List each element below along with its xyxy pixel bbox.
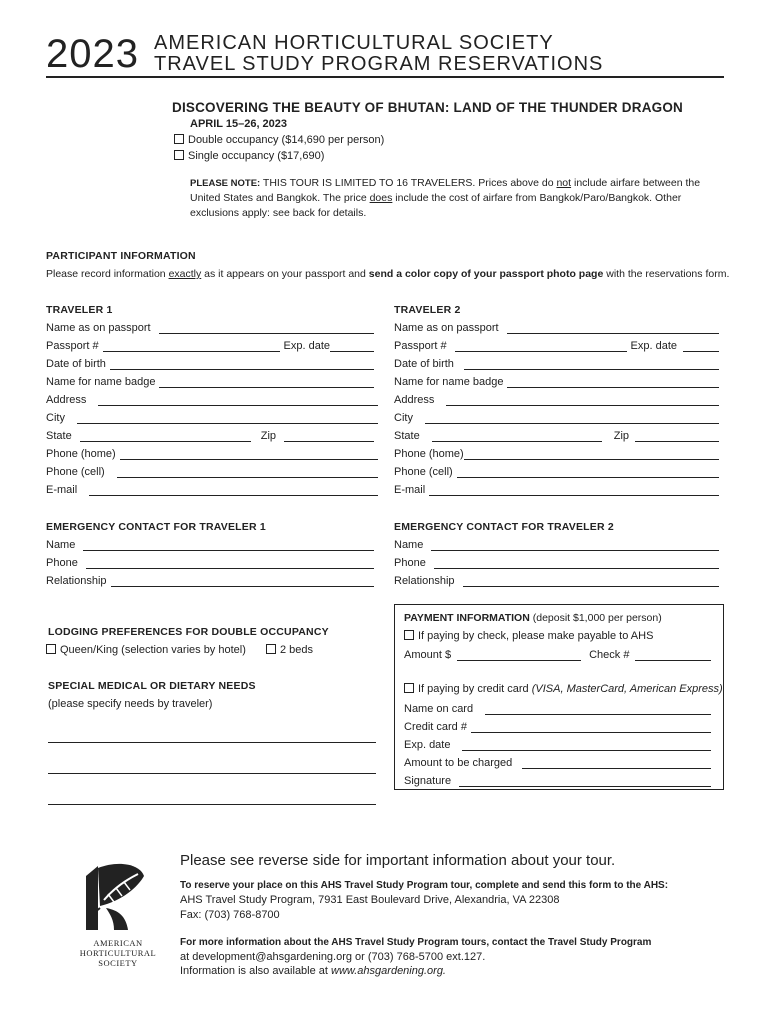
reserve-instructions: To reserve your place on this AHS Travel Study Program tour, complete and send this form to the AHS: (180, 880, 669, 891)
participant-heading: PARTICIPANT INFORMATION (46, 250, 196, 262)
tour-dates: APRIL 15–26, 2023 (190, 118, 288, 130)
e1-phone-field[interactable]: Phone (46, 555, 374, 569)
tour-name: DISCOVERING THE BEAUTY OF BHUTAN: LAND OF THE THUNDER DRAGON (172, 100, 683, 115)
website-link[interactable]: www.ahsgardening.org. (331, 965, 446, 977)
leaf-logo-icon (78, 858, 158, 933)
reverse-side-note: Please see reverse side for important information about your tour. (180, 852, 616, 869)
t2-phone-cell-field[interactable]: Phone (cell) (394, 464, 719, 478)
logo-line-3: SOCIETY (98, 958, 138, 968)
t1-badge-field[interactable]: Name for name badge (46, 374, 374, 388)
t2-dob-field[interactable]: Date of birth (394, 356, 719, 370)
t1-dob-field[interactable]: Date of birth (46, 356, 374, 370)
t1-phone-cell-field[interactable]: Phone (cell) (46, 464, 378, 478)
t2-phone-home-field[interactable]: Phone (home) (394, 446, 719, 460)
signature-field[interactable]: Signature (404, 773, 711, 787)
emergency2-heading: EMERGENCY CONTACT FOR TRAVELER 2 (394, 521, 614, 533)
title-line-1: AMERICAN HORTICULTURAL SOCIETY (154, 32, 554, 54)
t1-address-field[interactable]: Address (46, 392, 378, 406)
t2-passport-field[interactable]: Passport # Exp. date (394, 338, 719, 352)
t2-name-field[interactable]: Name as on passport (394, 320, 719, 334)
medical-heading: SPECIAL MEDICAL OR DIETARY NEEDS (48, 680, 256, 692)
e1-relationship-field[interactable]: Relationship (46, 573, 374, 587)
checkbox-icon[interactable] (266, 644, 276, 654)
name-on-card-field[interactable]: Name on card (404, 701, 711, 715)
t1-state-zip-field[interactable]: State Zip (46, 428, 374, 442)
checkbox-icon[interactable] (404, 630, 414, 640)
medical-subtext: (please specify needs by traveler) (48, 698, 213, 710)
t1-city-field[interactable]: City (46, 410, 378, 424)
e2-relationship-field[interactable]: Relationship (394, 573, 719, 587)
e2-name-field[interactable]: Name (394, 537, 719, 551)
website-info: Information is also available at www.ahsgardening.org. (180, 965, 446, 977)
page-title (154, 33, 603, 75)
ahs-fax: Fax: (703) 768-8700 (180, 909, 280, 921)
lodging-beds-option[interactable]: 2 beds (266, 644, 313, 656)
tour-note: PLEASE NOTE: THIS TOUR IS LIMITED TO 16 TRAVELERS. Prices above do not include airfare between the United States and Bangkok. The price does include the cost of airfare from Bangkok/Paro/Bangkok. Other exclusions apply: see back for details. (190, 177, 701, 219)
amount-charged-field[interactable]: Amount to be charged (404, 755, 711, 769)
ahs-address: AHS Travel Study Program, 7931 East Boulevard Drive, Alexandria, VA 22308 (180, 894, 560, 906)
year: 2023 (46, 32, 139, 76)
checkbox-icon[interactable] (174, 134, 184, 144)
emergency1-heading: EMERGENCY CONTACT FOR TRAVELER 1 (46, 521, 266, 533)
logo-line-2: HORTICULTURAL (79, 948, 157, 958)
pay-by-check-option[interactable]: If paying by check, please make payable to AHS (404, 630, 653, 642)
medical-line-3[interactable] (48, 804, 376, 805)
checkbox-icon[interactable] (46, 644, 56, 654)
lodging-heading: LODGING PREFERENCES FOR DOUBLE OCCUPANCY (48, 626, 329, 638)
t2-city-field[interactable]: City (394, 410, 719, 424)
t2-badge-field[interactable]: Name for name badge (394, 374, 719, 388)
payment-heading: PAYMENT INFORMATION (deposit $1,000 per person) (404, 612, 662, 624)
check-amount-field[interactable]: Amount $ Check # (404, 647, 711, 661)
pay-by-card-option[interactable]: If paying by credit card (VISA, MasterCard, American Express) (404, 683, 723, 695)
t2-address-field[interactable]: Address (394, 392, 719, 406)
title-line-2: TRAVEL STUDY PROGRAM RESERVATIONS (154, 53, 604, 75)
participant-instructions: Please record information exactly as it appears on your passport and send a color copy of your passport photo page with the reservations form. (46, 268, 730, 280)
card-exp-field[interactable]: Exp. date (404, 737, 711, 751)
lodging-queen-option[interactable]: Queen/King (selection varies by hotel) (46, 644, 246, 656)
traveler1-heading: TRAVELER 1 (46, 304, 113, 316)
option-double[interactable]: Double occupancy ($14,690 per person) (174, 134, 384, 146)
t1-name-field[interactable]: Name as on passport (46, 320, 374, 334)
contact-info: at development@ahsgardening.org or (703) 768-5700 ext.127. (180, 951, 486, 963)
card-number-field[interactable]: Credit card # (404, 719, 711, 733)
header-rule (46, 76, 724, 78)
t2-email-field[interactable]: E-mail (394, 482, 719, 496)
checkbox-icon[interactable] (404, 683, 414, 693)
traveler2-heading: TRAVELER 2 (394, 304, 461, 316)
t1-email-field[interactable]: E-mail (46, 482, 378, 496)
medical-line-1[interactable] (48, 742, 376, 743)
t1-passport-field[interactable]: Passport # Exp. date (46, 338, 374, 352)
e2-phone-field[interactable]: Phone (394, 555, 719, 569)
checkbox-icon[interactable] (174, 150, 184, 160)
more-info-heading: For more information about the AHS Travel Study Program tours, contact the Travel Study Program (180, 937, 652, 948)
logo-line-1: AMERICAN (93, 938, 143, 948)
t1-phone-home-field[interactable]: Phone (home) (46, 446, 378, 460)
e1-name-field[interactable]: Name (46, 537, 374, 551)
t2-state-zip-field[interactable]: State Zip (394, 428, 719, 442)
ahs-logo (78, 858, 158, 968)
option-single[interactable]: Single occupancy ($17,690) (174, 150, 324, 162)
medical-line-2[interactable] (48, 773, 376, 774)
